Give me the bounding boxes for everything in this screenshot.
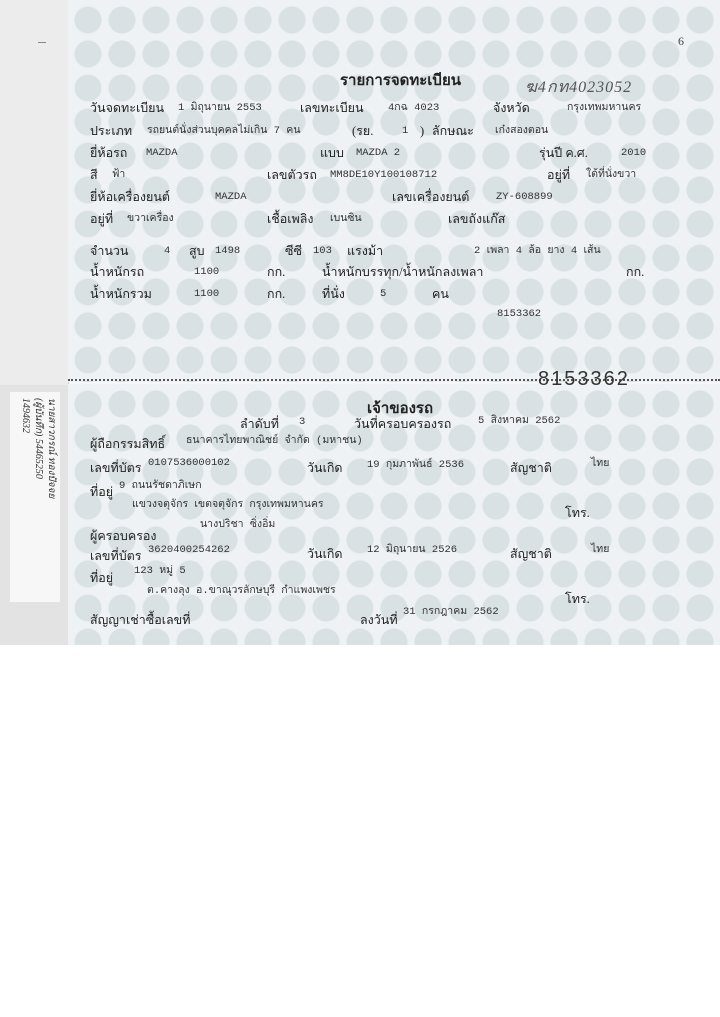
rs-value: 1 (402, 125, 409, 137)
possessor-value: นางปริชา ซิ่งอิ่ม (200, 519, 276, 531)
possessor-id-value: 3620400254262 (148, 544, 230, 556)
type-value: รถยนต์นั่งส่วนบุคคลไม่เกิน 7 คน (147, 125, 301, 137)
possessor-dob-value: 12 มิถุนายน 2526 (367, 544, 458, 556)
engine-no-value: ZY-608899 (496, 191, 553, 203)
load-label: น้ำหนักบรรทุก/น้ำหนักลงเพลา (322, 265, 484, 279)
plate-label: เลขทะเบียน (300, 101, 364, 115)
holder-nat-label: สัญชาติ (510, 461, 552, 475)
owner-title: เจ้าของรถ (367, 401, 434, 417)
province-value: กรุงเทพมหานคร (567, 102, 642, 114)
holder-tel-label: โทร. (565, 506, 590, 520)
possessor-tel-label: โทร. (565, 592, 590, 606)
contract-date-value: 31 กรกฎาคม 2562 (403, 606, 499, 618)
gross-unit: กก. (267, 287, 286, 301)
reg-date-label: วันจดทะเบียน (90, 101, 165, 115)
side-stamp-line1: นายสาวกรณ์ ทองปัจจย (46, 398, 57, 499)
model-label: แบบ (320, 146, 344, 160)
type-label: ประเภท (90, 124, 133, 138)
style-value: เก๋งสองตอน (495, 125, 549, 137)
possessor-nat-label: สัญชาติ (510, 547, 552, 561)
brand-label: ยี่ห้อรถ (90, 146, 128, 160)
persons-label: คน (432, 287, 449, 301)
possessor-addr-line1: 123 หมู่ 5 (134, 565, 186, 577)
weight-unit: กก. (267, 265, 286, 279)
holder-id-label: เลขที่บัตร (90, 461, 142, 475)
possess-date-label: วันที่ครอบครองรถ (354, 417, 452, 431)
side-stamp-line3: 1494632 (20, 398, 31, 433)
side-stamp-line2: (ผู้บันทึก) 54465250 (33, 398, 44, 479)
holder-id-value: 0107536000102 (148, 457, 230, 469)
order-value: 3 (299, 416, 306, 428)
load-unit: กก. (626, 265, 645, 279)
serial-number-large: 8153362 (538, 368, 630, 390)
engine-no-label: เลขเครื่องยนต์ (392, 190, 470, 204)
possessor-addr-line2: ต.คางลุง อ.ขาณุวรลักษบุรี กำแพงเพชร (147, 585, 336, 597)
margin-tick (38, 42, 46, 43)
vin-loc-value: ใต้ที่นั่งขวา (586, 169, 637, 181)
weight-label: น้ำหนักรถ (90, 265, 145, 279)
rs-label: (รย. (352, 124, 374, 138)
possessor-addr-label: ที่อยู่ (90, 571, 114, 585)
reg-date-value: 1 มิถุนายน 2553 (178, 102, 262, 114)
holder-addr-line2: แขวงจตุจักร เขตจตุจักร กรุงเทพมหานคร (132, 499, 324, 511)
hp-value: 103 (313, 245, 332, 257)
province-label: จังหวัด (493, 101, 530, 115)
color-value: ฟ้า (112, 169, 126, 181)
possessor-dob-label: วันเกิด (307, 547, 343, 561)
possessor-id-label: เลขที่บัตร (90, 549, 142, 563)
holder-value: ธนาคารไทยพาณิชย์ จำกัด (มหาชน) (186, 435, 363, 447)
possess-date-value: 5 สิงหาคม 2562 (478, 415, 561, 427)
seats-value: 5 (380, 288, 387, 300)
contract-label: สัญญาเช่าซื้อเลขที่ (90, 613, 191, 627)
side-stamp-text (18, 398, 58, 638)
handwritten-note: ฆ4กท4023052 (525, 79, 633, 96)
fuel-label: เชื้อเพลิง (267, 212, 314, 226)
holder-dob-value: 19 กุมภาพันธ์ 2536 (367, 459, 465, 471)
gas-tank-label: เลขถังแก๊ส (448, 212, 506, 226)
holder-label: ผู้ถือกรรมสิทธิ์ (90, 437, 166, 451)
axles-value: 2 เพลา 4 ล้อ ยาง 4 เส้น (474, 245, 601, 257)
cylinders-value: 4 (164, 245, 171, 257)
model-value: MAZDA 2 (356, 147, 401, 159)
cc-label: ซีซี (285, 244, 302, 258)
year-value: 2010 (621, 147, 647, 159)
engine-brand-label: ยี่ห้อเครื่องยนต์ (90, 190, 171, 204)
possessor-nat-value: ไทย (591, 544, 610, 556)
cylinders-label: สูบ (189, 244, 205, 258)
year-label: รุ่นปี ค.ศ. (539, 146, 588, 160)
vin-loc-label: อยู่ที่ (547, 168, 571, 182)
contract-date-label: ลงวันที่ (360, 613, 398, 627)
holder-addr-label: ที่อยู่ (90, 485, 114, 499)
serial-number: 8153362 (497, 308, 542, 320)
cc-value: 1498 (215, 245, 241, 257)
plate-value: 4กฉ 4023 (388, 102, 440, 114)
holder-addr-line1: 9 ถนนรัชดาภิเษก (119, 480, 202, 492)
registration-title: รายการจดทะเบียน (340, 73, 461, 89)
hp-label: แรงม้า (347, 244, 384, 258)
gross-value: 1100 (194, 288, 220, 300)
vin-label: เลขตัวรถ (267, 168, 317, 182)
qty-label: จำนวน (90, 244, 129, 258)
weight-value: 1100 (194, 266, 220, 278)
color-label: สี (90, 168, 98, 182)
gross-label: น้ำหนักรวม (90, 287, 152, 301)
possessor-label: ผู้ครอบครอง (90, 529, 157, 543)
holder-dob-label: วันเกิด (307, 461, 343, 475)
fuel-value: เบนซิน (330, 213, 362, 225)
rs-close: ) (420, 124, 425, 138)
page-number: 6 (678, 34, 684, 48)
seats-label: ที่นั่ง (322, 287, 345, 301)
brand-value: MAZDA (146, 147, 178, 159)
style-label: ลักษณะ (432, 124, 474, 138)
engine-brand-value: MAZDA (215, 191, 247, 203)
holder-nat-value: ไทย (591, 458, 610, 470)
vin-value: MM8DE10Y100108712 (330, 169, 438, 181)
engine-loc-value: ขวาเครื่อง (127, 213, 174, 225)
order-label: ลำดับที่ (240, 417, 279, 431)
engine-loc-label: อยู่ที่ (90, 212, 114, 226)
